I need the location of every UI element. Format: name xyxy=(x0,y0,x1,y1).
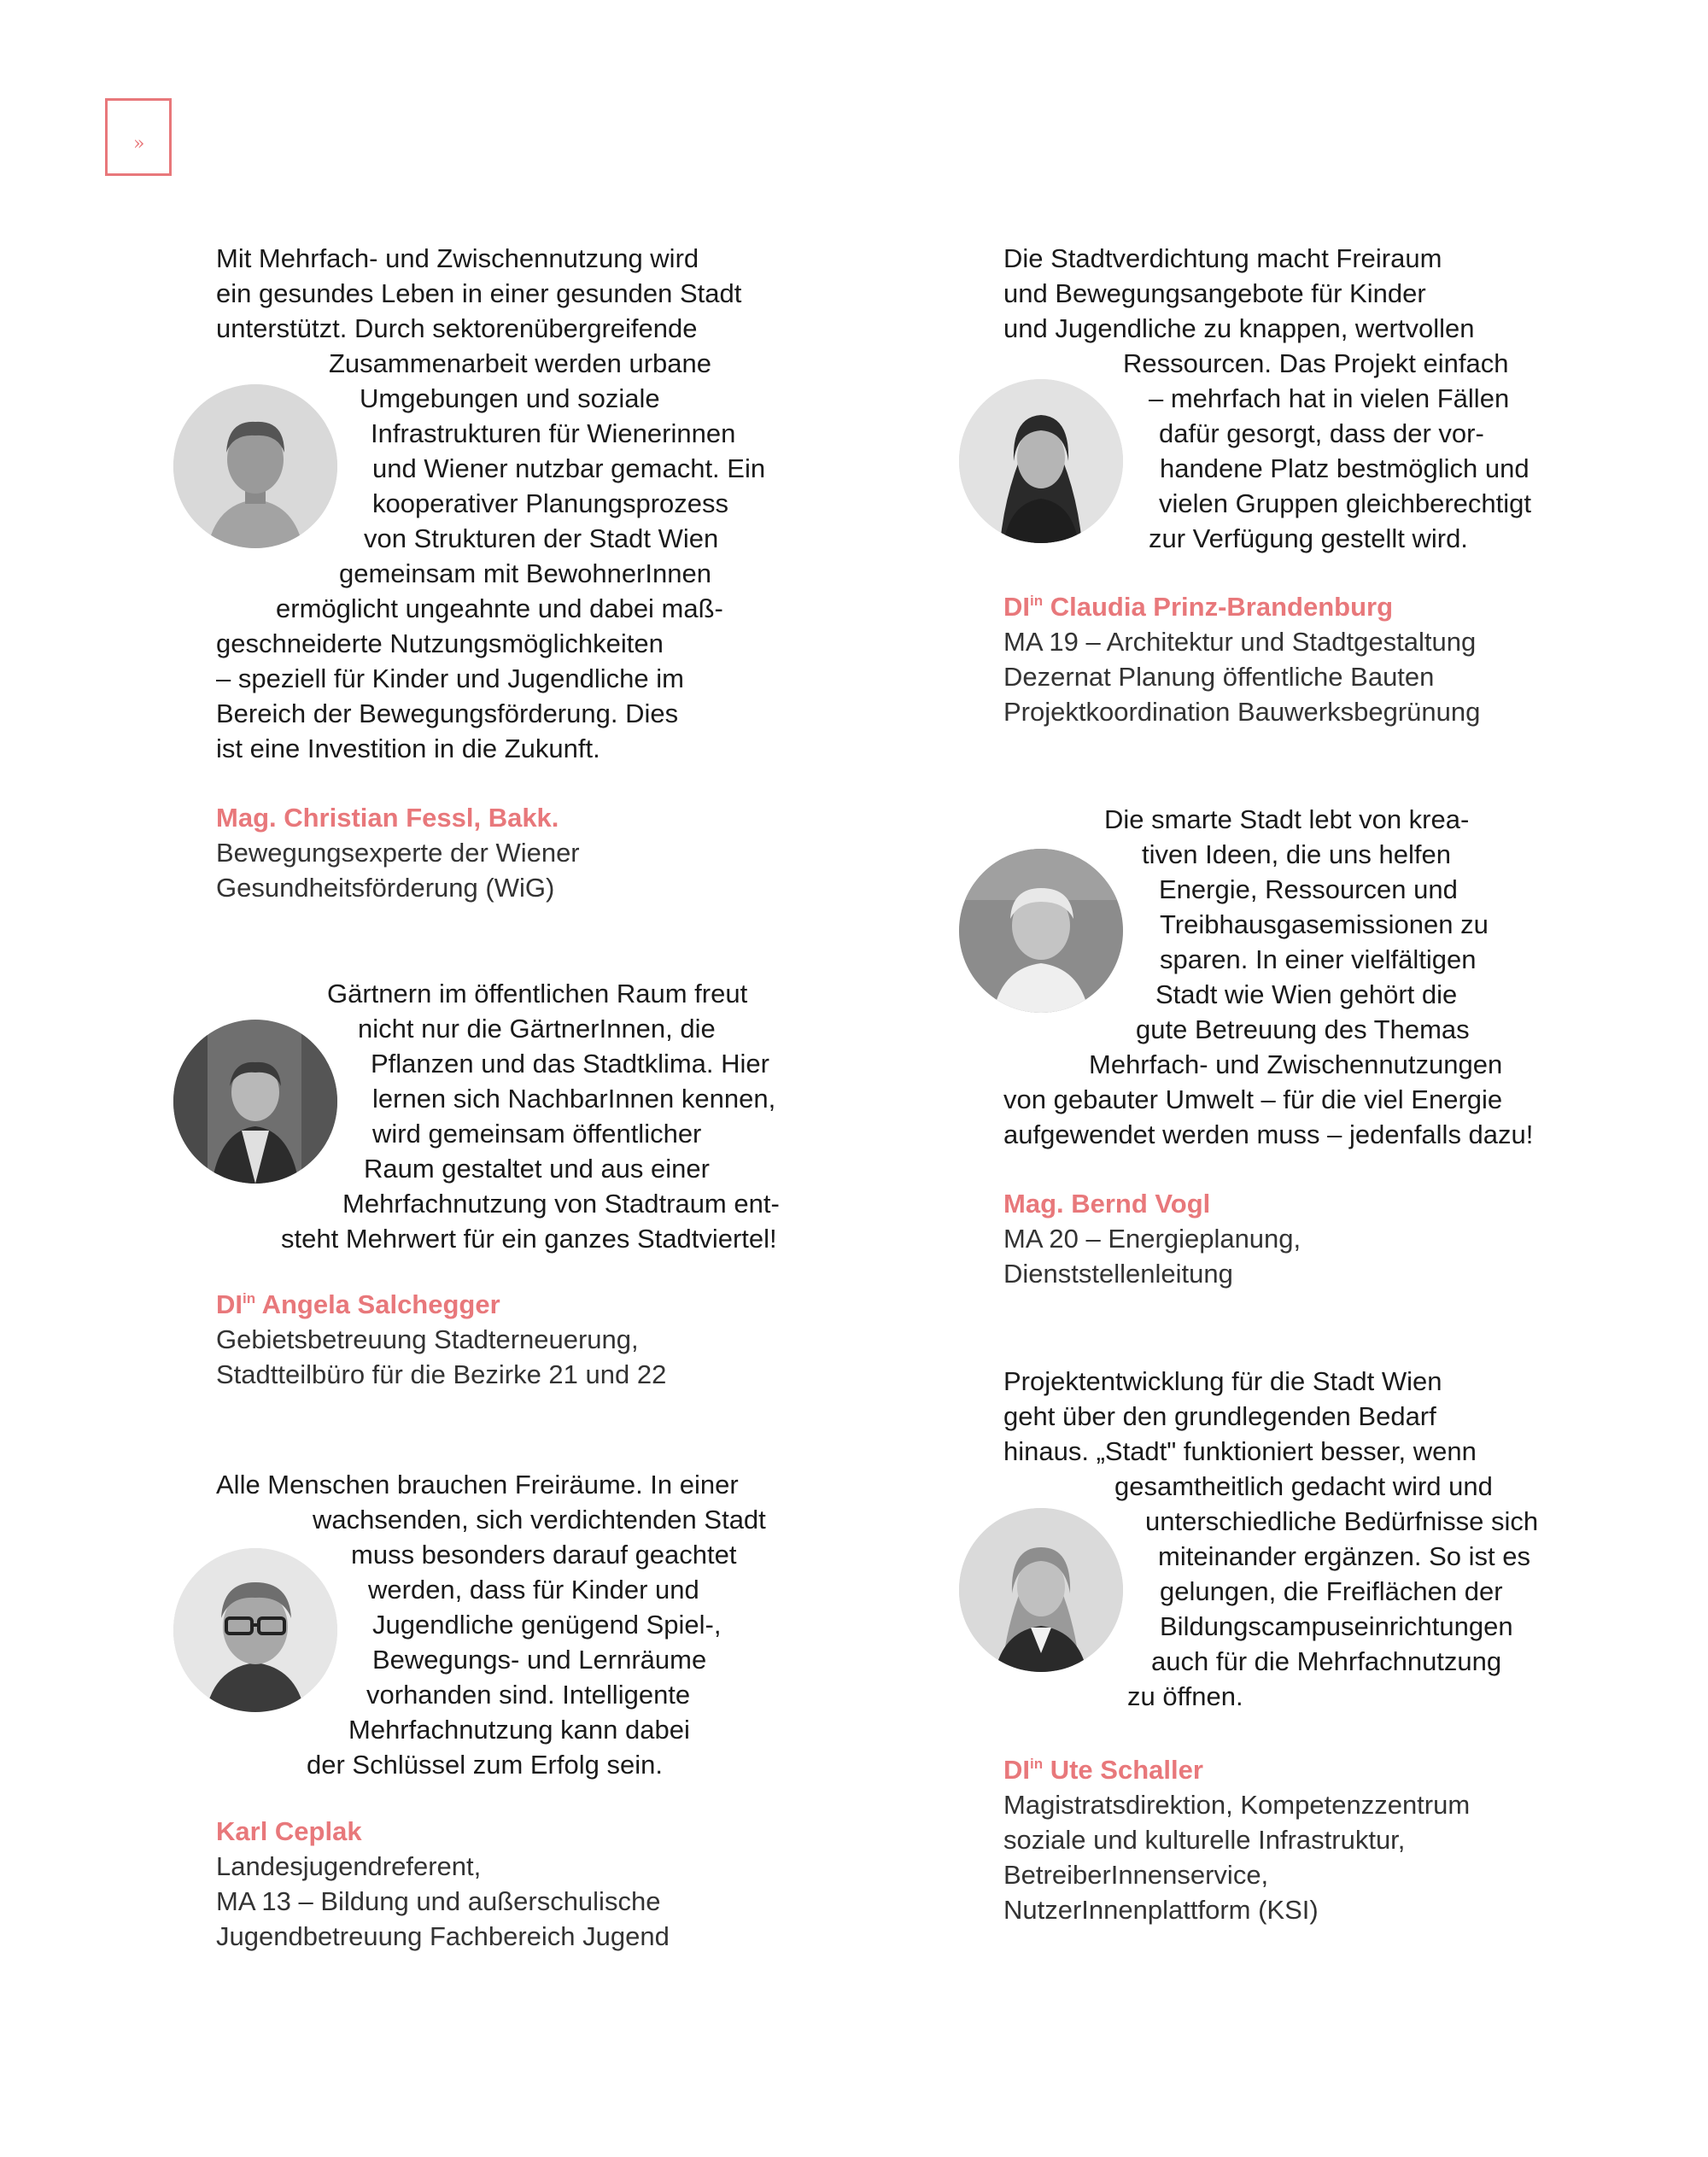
quote-line: gelungen, die Freiflächen der xyxy=(1160,1576,1503,1606)
quote-line: kooperativer Planungsprozess xyxy=(372,488,729,518)
quote-line: Energie, Ressourcen und xyxy=(1159,874,1458,904)
quote-line: Ressourcen. Das Projekt einfach xyxy=(1123,348,1509,378)
quote-line: und Jugendliche zu knappen, wertvollen xyxy=(1003,313,1475,343)
quote-mark: » xyxy=(133,133,145,155)
quote-mark-box xyxy=(105,98,172,176)
author-role: Dezernat Planung öffentliche Bauten xyxy=(1003,662,1435,692)
quote-line: miteinander ergänzen. So ist es xyxy=(1158,1541,1530,1571)
quote-line: Treibhausgasemissionen zu xyxy=(1160,909,1489,939)
quote-line: gesamtheitlich gedacht wird und xyxy=(1114,1471,1493,1501)
author-role: soziale und kulturelle Infrastruktur, xyxy=(1003,1825,1406,1855)
author-role: Landesjugendreferent, xyxy=(216,1851,482,1881)
author-name: $DI^{in}$ Ute Schaller xyxy=(1003,1755,1203,1785)
quote-line: Gärtnern im öffentlichen Raum freut xyxy=(327,979,748,1008)
quote-line: geschneiderte Nutzungsmöglichkeiten xyxy=(216,628,664,658)
quote-line: Zusammenarbeit werden urbane xyxy=(329,348,712,378)
attribution-fessl xyxy=(216,800,580,905)
quote-line: Mehrfachnutzung von Stadtraum ent- xyxy=(342,1189,780,1219)
quote-line: Die Stadtverdichtung macht Freiraum xyxy=(1003,243,1442,273)
quote-line: von gebauter Umwelt – für die viel Energie xyxy=(1003,1084,1503,1114)
author-name: Mag. Christian Fessl, Bakk. xyxy=(216,803,559,833)
author-role: Bewegungsexperte der Wiener xyxy=(216,838,580,868)
quote-line: Mehrfachnutzung kann dabei xyxy=(348,1715,690,1745)
quote-line: der Schlüssel zum Erfolg sein. xyxy=(307,1750,663,1780)
quote-schaller xyxy=(1003,1364,1538,1714)
quote-line: Bereich der Bewegungsförderung. Dies xyxy=(216,699,679,728)
quote-line: Alle Menschen brauchen Freiräume. In einer xyxy=(216,1470,739,1499)
author-name: $DI^{in}$ Claudia Prinz-Brandenburg xyxy=(1003,592,1394,622)
quote-line: unterstützt. Durch sektorenübergreifende xyxy=(216,313,698,343)
author-role: Projektkoordination Bauwerksbegrünung xyxy=(1003,697,1481,727)
attribution-vogl xyxy=(1003,1186,1301,1291)
quote-line: und Bewegungsangebote für Kinder xyxy=(1003,278,1426,308)
quote-line: vorhanden sind. Intelligente xyxy=(366,1680,691,1710)
quote-line: und Wiener nutzbar gemacht. Ein xyxy=(372,453,766,483)
quote-line: gemeinsam mit BewohnerInnen xyxy=(339,558,711,588)
quote-salchegger xyxy=(216,976,780,1256)
quote-line: – speziell für Kinder und Jugendliche im xyxy=(216,663,684,693)
quote-line: von Strukturen der Stadt Wien xyxy=(364,523,719,553)
quote-line: vielen Gruppen gleichberechtigt xyxy=(1159,488,1531,518)
author-name: $DI^{in}$ Angela Salchegger xyxy=(216,1289,500,1319)
quote-line: Bildungscampuseinrichtungen xyxy=(1160,1611,1513,1641)
author-role: NutzerInnenplattform (KSI) xyxy=(1003,1895,1319,1925)
attribution-ceplak xyxy=(216,1814,670,1954)
quote-line: steht Mehrwert für ein ganzes Stadtviertel! xyxy=(281,1224,777,1254)
author-role: Jugendbetreuung Fachbereich Jugend xyxy=(216,1921,670,1951)
quote-line: handene Platz bestmöglich und xyxy=(1160,453,1530,483)
quote-line: Pflanzen und das Stadtklima. Hier xyxy=(371,1049,769,1078)
quote-line: lernen sich NachbarInnen kennen, xyxy=(372,1084,776,1114)
author-role: MA 13 – Bildung und außerschulische xyxy=(216,1886,661,1916)
quote-line: aufgewendet werden muss – jedenfalls dazu! xyxy=(1003,1119,1534,1149)
quote-line: Stadt wie Wien gehört die xyxy=(1155,979,1458,1009)
author-name: Karl Ceplak xyxy=(216,1816,362,1846)
author-role: Gesundheitsförderung (WiG) xyxy=(216,873,555,903)
attribution-prinz-brandenburg xyxy=(1003,589,1480,729)
attribution-salchegger xyxy=(216,1287,666,1392)
quote-prinz-brandenburg xyxy=(1003,241,1531,556)
quote-line: Jugendliche genügend Spiel-, xyxy=(372,1610,722,1640)
quote-line: zu öffnen. xyxy=(1127,1681,1243,1711)
quote-line: werden, dass für Kinder und xyxy=(368,1575,699,1605)
author-name: Mag. Bernd Vogl xyxy=(1003,1189,1211,1219)
quote-line: Mehrfach- und Zwischennutzungen xyxy=(1089,1049,1503,1079)
quote-line: dafür gesorgt, dass der vor- xyxy=(1159,418,1484,448)
quote-fessl xyxy=(216,241,765,766)
quote-line: sparen. In einer vielfältigen xyxy=(1160,944,1477,974)
quote-line: ist eine Investition in die Zukunft. xyxy=(216,734,600,763)
quote-vogl xyxy=(1003,802,1533,1152)
author-role: Gebietsbetreuung Stadterneuerung, xyxy=(216,1324,639,1354)
quote-line: hinaus. „Stadt" funktioniert besser, wenn xyxy=(1003,1436,1477,1466)
quote-line: – mehrfach hat in vielen Fällen xyxy=(1149,383,1510,413)
author-role: Magistratsdirektion, Kompetenzzentrum xyxy=(1003,1790,1471,1820)
quote-line: Die smarte Stadt lebt von krea- xyxy=(1104,804,1470,834)
quote-line: Raum gestaltet und aus einer xyxy=(364,1154,710,1184)
quote-line: Umgebungen und soziale xyxy=(360,383,660,413)
author-role: MA 20 – Energieplanung, xyxy=(1003,1224,1301,1254)
quote-line: geht über den grundlegenden Bedarf xyxy=(1003,1401,1436,1431)
quote-line: wird gemeinsam öffentlicher xyxy=(372,1119,702,1149)
quote-line: zur Verfügung gestellt wird. xyxy=(1149,523,1468,553)
quote-line: wachsenden, sich verdichtenden Stadt xyxy=(313,1505,766,1534)
quote-line: unterschiedliche Bedürfnisse sich xyxy=(1145,1506,1539,1536)
author-role: Stadtteilbüro für die Bezirke 21 und 22 xyxy=(216,1359,667,1389)
quote-ceplak xyxy=(216,1467,766,1782)
quote-line: auch für die Mehrfachnutzung xyxy=(1151,1646,1502,1676)
quote-line: gute Betreuung des Themas xyxy=(1136,1014,1470,1044)
quote-line: nicht nur die GärtnerInnen, die xyxy=(358,1014,716,1043)
author-role: BetreiberInnenservice, xyxy=(1003,1860,1269,1890)
quote-line: muss besonders darauf geachtet xyxy=(351,1540,737,1570)
quote-line: Mit Mehrfach- und Zwischennutzung wird xyxy=(216,243,699,273)
quote-line: ein gesundes Leben in einer gesunden Stadt xyxy=(216,278,742,308)
quote-line: Bewegungs- und Lernräume xyxy=(372,1645,707,1675)
quote-line: tiven Ideen, die uns helfen xyxy=(1142,839,1451,869)
quote-line: Projektentwicklung für die Stadt Wien xyxy=(1003,1366,1442,1396)
quote-line: Infrastrukturen für Wienerinnen xyxy=(371,418,736,448)
quote-line: ermöglicht ungeahnte und dabei maß- xyxy=(276,593,723,623)
author-role: MA 19 – Architektur und Stadtgestaltung xyxy=(1003,627,1477,657)
author-role: Dienststellenleitung xyxy=(1003,1259,1233,1289)
attribution-schaller xyxy=(1003,1752,1470,1927)
